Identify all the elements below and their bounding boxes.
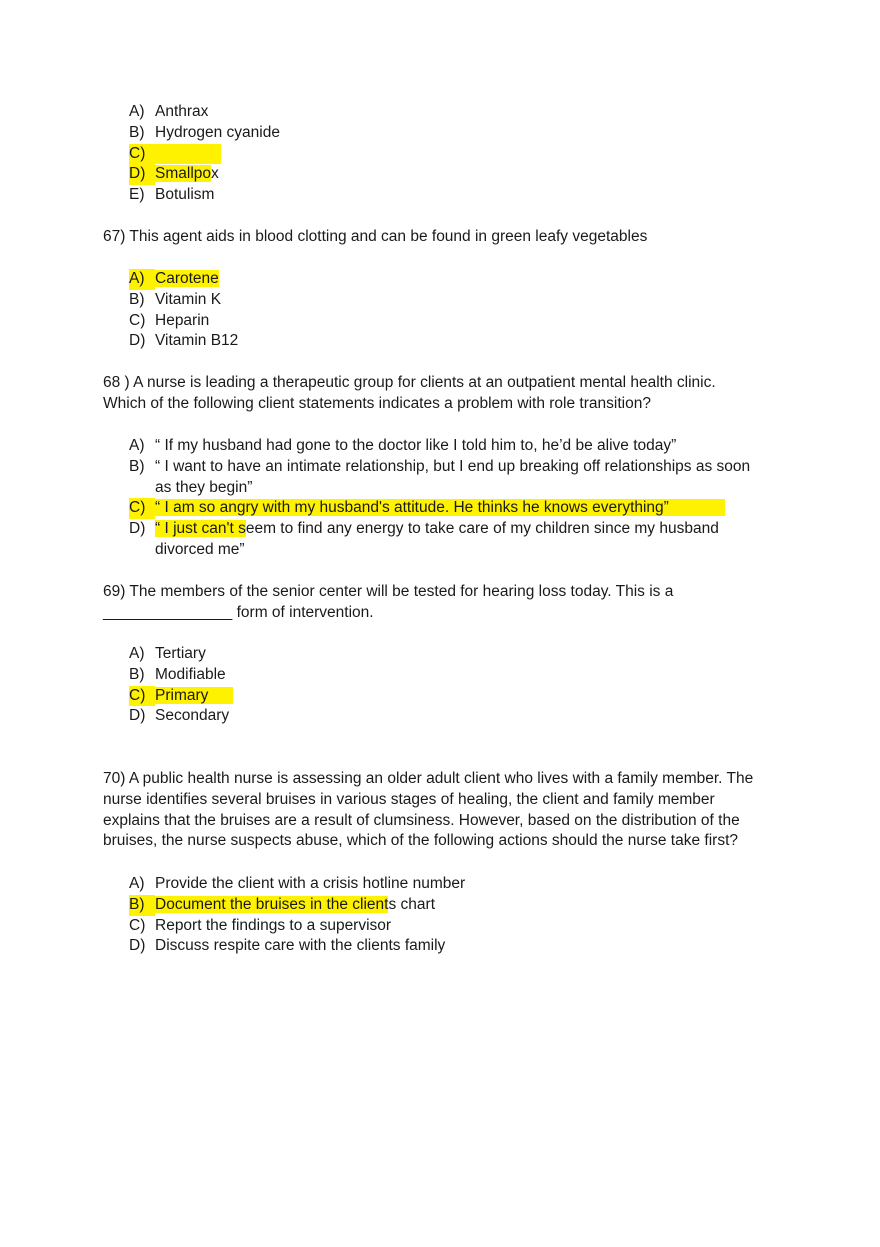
q67-option-d: D) Vitamin B12 bbox=[129, 332, 239, 350]
q68-option-c: C) “ I am so angry with my husband's attitude. He thinks he knows everything” bbox=[103, 498, 783, 519]
q69-option-d: D) Secondary bbox=[129, 707, 230, 725]
q69-options bbox=[103, 644, 783, 727]
q67-option-c: C) Heparin bbox=[129, 311, 210, 329]
q67-options bbox=[103, 269, 783, 352]
q69-stem: 69) The members of the senior center will be tested for hearing loss today. This is a _______________ form of intervention. bbox=[103, 583, 674, 621]
q68-option-b: B) “ I want to have an intimate relationship, but I end up breaking off relationships as soon as they begin” bbox=[129, 457, 751, 496]
q69-option-c: C) Primary bbox=[103, 686, 783, 707]
q66-option-b: B) Hydrogen cyanide bbox=[129, 123, 280, 141]
q70-options-block bbox=[103, 874, 783, 957]
q70-option-b: B) Document the bruises in the clients chart bbox=[103, 895, 783, 916]
q69-options-block bbox=[103, 644, 783, 727]
q66-block bbox=[103, 102, 783, 206]
q67-options-block bbox=[103, 269, 783, 352]
q70-options bbox=[103, 874, 783, 957]
q69-option-a: A) Tertiary bbox=[129, 645, 206, 662]
q66-option-c bbox=[103, 144, 783, 165]
q66-option-a: A) Anthrax bbox=[129, 103, 209, 120]
q67-block bbox=[103, 227, 783, 248]
q67-stem: 67) This agent aids in blood clotting and can be found in green leafy vegetables bbox=[103, 228, 648, 245]
q66-option-d: D) Smallpox bbox=[103, 164, 783, 185]
q69-option-b: B) Modifiable bbox=[129, 665, 226, 683]
q68-option-a: A) “ If my husband had gone to the doctor like I told him to, he’d be alive today” bbox=[129, 437, 677, 454]
q70-stem: 70) A public health nurse is assessing an older adult client who lives with a family member. The nurse identifies several bruises in various stages of healing, the client and family member explains that the bruises are a result of clumsiness. However, based on the distribution of the bruises, the nurse suspects abuse, which of the following actions should the nurse take first? bbox=[103, 770, 754, 850]
q70-block bbox=[103, 769, 783, 852]
highlight: C) bbox=[129, 144, 221, 165]
q70-option-d: D) Discuss respite care with the clients family bbox=[129, 937, 446, 955]
q66-options bbox=[103, 102, 783, 206]
q67-option-a: A) Carotene bbox=[103, 269, 783, 290]
q68-options-block bbox=[103, 436, 783, 561]
q70-option-a: A) Provide the client with a crisis hotline number bbox=[129, 875, 466, 892]
q68-option-d: D) “ I just can't seem to find any energy to take care of my children since my husband divorced me” bbox=[129, 520, 719, 558]
q68-options bbox=[103, 436, 783, 561]
q67-option-b: B) Vitamin K bbox=[129, 290, 222, 308]
q68-block bbox=[103, 373, 783, 415]
q68-stem: 68 ) A nurse is leading a therapeutic group for clients at an outpatient mental health clinic. Which of the following client statements indicates a problem with role transition? bbox=[103, 374, 716, 412]
q70-option-c: C) Report the findings to a supervisor bbox=[129, 916, 392, 934]
q69-block bbox=[103, 582, 783, 624]
q66-option-e: E) Botulism bbox=[129, 186, 215, 204]
